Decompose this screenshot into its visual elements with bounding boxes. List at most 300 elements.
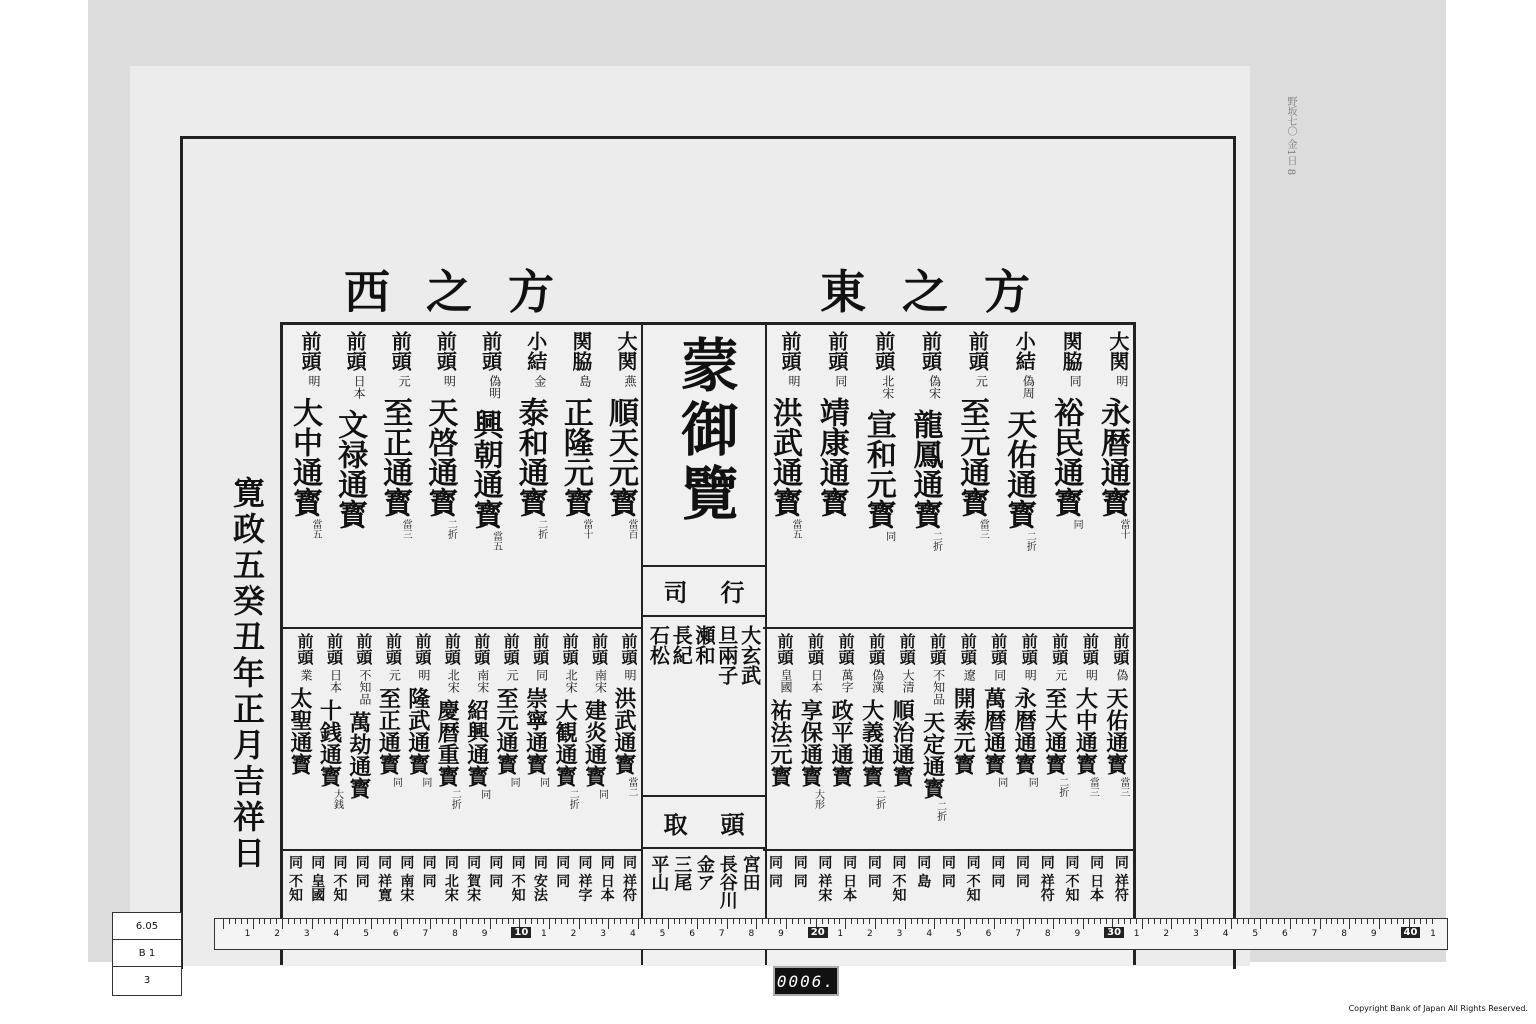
third-rank-entry: 同 同: [420, 855, 437, 888]
entry-origin: 日本: [328, 669, 343, 693]
ruler-number: 6: [392, 929, 399, 939]
ruler-number: 10: [511, 927, 531, 938]
banzuke-entry: [377, 331, 411, 621]
ruler-tick: [389, 919, 390, 924]
ruler-tick: [259, 919, 260, 924]
ruler-tick: [1254, 919, 1255, 924]
kanri-name: 三尾: [671, 855, 693, 891]
label-line: B 1: [113, 940, 181, 967]
ruler-tick: [1177, 919, 1178, 924]
entry-value: 同: [883, 531, 895, 541]
third-rank-entry: 同 南宋: [398, 855, 415, 902]
ruler-tick: [697, 919, 698, 929]
ruler-tick: [792, 919, 793, 924]
entry-rank: 前頭: [1049, 633, 1069, 665]
third-rank-entry: 同 祥字: [576, 855, 593, 902]
entry-coin: 建炎通寳: [581, 699, 608, 787]
ruler-tick: [478, 919, 479, 924]
entry-coin: 永暦通寳: [1094, 397, 1130, 517]
gyoji-name: 石松: [646, 625, 671, 665]
ruler-tick: [614, 919, 615, 924]
ruler-tick: [709, 919, 710, 924]
banzuke-entry: [287, 633, 313, 843]
entry-value: 同: [1071, 519, 1083, 529]
entry-rank: 大関: [1105, 331, 1130, 371]
ruler-tick: [1106, 919, 1107, 924]
ruler-tick: [733, 919, 734, 924]
ruler-number: 9: [481, 929, 488, 939]
banzuke-entry: [1011, 633, 1037, 843]
ruler-tick: [288, 919, 289, 924]
west-second-rank: [287, 633, 637, 843]
third-rank-entry: 同 同: [487, 855, 504, 888]
banzuke-entry: [859, 633, 885, 843]
ruler-tick: [1231, 919, 1232, 929]
entry-origin: 南宋: [593, 669, 608, 693]
ruler-tick: [1326, 919, 1327, 924]
ruler-tick: [620, 919, 621, 924]
entry-value: 同: [596, 789, 608, 799]
banzuke-entry: [889, 633, 915, 843]
ruler-tick: [318, 919, 319, 924]
ruler-tick: [632, 919, 633, 924]
ruler-tick: [253, 919, 254, 929]
entry-coin: 享保通寳: [797, 699, 824, 787]
entry-coin: 開泰元寳: [950, 687, 977, 775]
third-rank-entry: 同 不知: [509, 855, 526, 902]
gyoji-name: 長紀: [669, 625, 694, 665]
third-rank-entry: 同 祥宋: [816, 855, 833, 902]
ruler-number: 5: [363, 929, 369, 939]
ruler-number: 3: [600, 929, 607, 939]
ruler-tick: [1041, 919, 1042, 924]
ruler-tick: [324, 919, 325, 924]
entry-value: 同: [1026, 777, 1038, 787]
ruler-number: 1: [541, 929, 547, 939]
ruler-tick: [430, 919, 431, 929]
ruler-tick: [1373, 919, 1374, 924]
entry-rank: 前頭: [471, 633, 491, 665]
entry-value: 同: [508, 777, 520, 787]
ruler-tick: [442, 919, 443, 924]
entry-coin: 太聖通寳: [287, 687, 313, 775]
entry-coin: 文禄通寳: [332, 409, 368, 529]
banzuke-entry: [920, 633, 946, 843]
ruler-tick: [822, 919, 823, 924]
ruler-tick: [1243, 919, 1244, 924]
ruler-tick: [721, 919, 722, 924]
label-line: 6.05: [113, 913, 181, 940]
ruler-tick: [1237, 919, 1238, 924]
third-rank-entry: 同 島: [915, 855, 932, 888]
third-rank-entry: 同 不知: [1063, 855, 1080, 902]
ruler-tick: [638, 919, 639, 929]
third-rank-entry: 同 賀宋: [465, 855, 482, 902]
ruler-tick: [247, 919, 248, 924]
ruler-number: 5: [955, 929, 962, 939]
ruler-tick: [988, 919, 989, 924]
ruler-tick: [857, 919, 858, 924]
entry-rank: 前頭: [433, 331, 458, 371]
ruler-number: 4: [333, 929, 340, 939]
ruler-tick: [602, 919, 603, 924]
kanri-name: 金ア: [693, 855, 715, 891]
ruler-tick: [383, 919, 384, 924]
ruler-tick: [1166, 919, 1167, 924]
kanri-name: 長谷川: [716, 855, 738, 909]
row-divider: [643, 847, 765, 849]
ruler-tick: [668, 919, 669, 929]
ruler-tick: [839, 919, 840, 924]
ruler-tick: [300, 919, 301, 924]
ruler-tick: [970, 919, 971, 924]
ruler-tick: [543, 919, 544, 924]
ruler-tick: [1343, 919, 1344, 924]
entry-rank: 大関: [613, 331, 638, 371]
banzuke-entry: [493, 633, 519, 843]
banzuke-entry: [468, 331, 502, 621]
entry-origin: 同: [534, 669, 549, 681]
ruler-tick: [976, 919, 977, 924]
entry-origin: 元: [974, 375, 989, 387]
ruler-tick: [928, 919, 929, 924]
ruler-number: 6: [689, 929, 695, 939]
banzuke-entry: [332, 331, 366, 621]
entry-value: 當二: [625, 777, 637, 797]
ruler-tick: [1029, 919, 1030, 924]
frame-counter: 0006.: [773, 966, 839, 996]
entry-origin: 明: [622, 669, 637, 681]
entry-rank: 前頭: [501, 633, 521, 665]
entry-origin: 日本: [809, 669, 824, 693]
entry-value: 二折: [445, 519, 457, 539]
banzuke-entry: [346, 633, 372, 843]
third-rank-entry: 同 同: [989, 855, 1006, 888]
entry-origin: 元: [505, 669, 520, 681]
ruler-tick: [887, 919, 888, 924]
banzuke-entry: [1103, 633, 1129, 843]
entry-coin: 順天元寳: [602, 397, 638, 517]
ruler-tick: [353, 919, 354, 924]
entry-rank: 前頭: [775, 633, 794, 665]
entry-coin: 順治通寳: [889, 699, 916, 787]
ruler-tick: [851, 919, 852, 924]
entry-origin: 明: [307, 375, 321, 387]
third-rank-entry: 同 同: [554, 855, 571, 888]
ruler-number: 9: [778, 929, 784, 939]
ruler-tick: [1414, 919, 1415, 924]
ruler-tick: [294, 919, 295, 924]
ruler-number: 40: [1401, 927, 1421, 938]
ruler-tick: [1000, 919, 1001, 924]
ruler-tick: [1160, 919, 1161, 924]
entry-coin: 萬暦通寳: [980, 687, 1007, 775]
entry-origin: 偽漢: [870, 669, 885, 693]
ruler-tick: [810, 919, 811, 924]
ruler-tick: [502, 919, 503, 924]
ruler-tick: [1154, 919, 1155, 924]
ruler-tick: [1124, 919, 1125, 924]
banzuke-entry: [316, 633, 342, 843]
ruler-tick: [1213, 919, 1214, 924]
third-rank-entry: 同 祥符: [1038, 855, 1055, 902]
entry-rank: 前頭: [988, 633, 1008, 665]
entry-value: 當三: [1087, 777, 1099, 797]
entry-rank: 前頭: [589, 633, 609, 665]
entry-rank: 前頭: [560, 633, 580, 665]
ruler-tick: [875, 919, 876, 929]
entry-origin: 南宋: [475, 669, 490, 693]
ruler-tick: [567, 919, 568, 924]
gyoji-label-2: 司: [663, 578, 688, 607]
ruler-number: 8: [452, 929, 458, 939]
gyoji-name: 大玄武: [737, 625, 762, 685]
third-rank-entry: 同 北宋: [442, 855, 459, 902]
ruler-tick: [347, 919, 348, 924]
entry-origin: 明: [1084, 669, 1099, 681]
entry-value: 二折: [873, 789, 885, 809]
entry-value: 當百: [625, 519, 637, 539]
ruler-tick: [893, 919, 894, 924]
entry-coin: 慶暦重寳: [434, 699, 461, 787]
ruler-tick: [1320, 919, 1321, 929]
entry-rank: 前頭: [1080, 633, 1100, 665]
ruler-tick: [922, 919, 923, 924]
banzuke-entry: [954, 331, 988, 621]
banzuke-entry: [861, 331, 895, 621]
banzuke-table: [280, 322, 1136, 965]
ruler-tick: [756, 919, 757, 929]
entry-origin: 偽明: [487, 375, 502, 399]
banzuke-entry: [814, 331, 848, 621]
entry-coin: 天定通寳: [919, 711, 946, 799]
ruler-tick: [371, 919, 372, 929]
ruler-tick: [1248, 919, 1249, 924]
entry-rank: 前頭: [1110, 633, 1130, 665]
entry-coin: 大義通寳: [858, 699, 885, 787]
banzuke-entry: [422, 331, 456, 621]
ruler-tick: [1219, 919, 1220, 924]
ruler-tick: [845, 919, 846, 929]
entry-value: 大銭: [331, 789, 343, 809]
ruler-tick: [1391, 919, 1392, 924]
ruler-tick: [1290, 919, 1291, 929]
ruler-tick: [223, 919, 224, 929]
ruler-tick: [863, 919, 864, 924]
ruler-tick: [1266, 919, 1267, 924]
banzuke-entry: [1001, 331, 1035, 621]
ruler-tick: [1278, 919, 1279, 924]
third-rank-entry: 同 祥符: [1112, 855, 1129, 902]
kanri-name: 宮田: [739, 855, 761, 891]
issue-date: 寛政五癸丑年正月吉祥日: [228, 476, 266, 872]
ruler-number: 30: [1104, 927, 1124, 938]
third-rank-entry: 同 不知: [331, 855, 348, 902]
ruler-tick: [1361, 919, 1362, 924]
ruler-tick: [1142, 919, 1143, 929]
ruler-tick: [626, 919, 627, 924]
ruler-tick: [828, 919, 829, 924]
ruler-number: 5: [659, 929, 666, 939]
torishimari-label-1: 頭: [720, 810, 745, 839]
ruler-tick: [934, 919, 935, 929]
ruler-tick: [786, 919, 787, 929]
entry-coin: 宣和元寳: [860, 409, 896, 529]
ruler-tick: [869, 919, 870, 924]
ruler-tick: [804, 919, 805, 924]
ruler-tick: [905, 919, 906, 929]
entry-rank: 前頭: [836, 633, 856, 665]
entry-rank: 前頭: [618, 633, 638, 665]
east-column: [763, 325, 1133, 965]
ruler-tick: [1130, 919, 1131, 924]
ruler-tick: [662, 919, 663, 924]
ruler-number: 3: [1193, 929, 1199, 939]
entry-rank: 前頭: [343, 331, 368, 371]
ruler-tick: [1005, 919, 1006, 924]
label-line: 3: [143, 974, 151, 986]
entry-rank: 前頭: [478, 331, 503, 371]
entry-rank: 前頭: [442, 633, 462, 665]
entry-rank: 小結: [1012, 331, 1037, 371]
entry-value: 當三: [400, 519, 412, 539]
entry-rank: 前頭: [866, 633, 886, 665]
entry-origin: 遼: [962, 669, 977, 681]
entry-rank: 前頭: [412, 633, 432, 665]
ruler-tick: [1094, 919, 1095, 924]
ruler-tick: [596, 919, 597, 924]
third-rank-entry: 同 祥符: [620, 855, 637, 902]
ruler-tick: [946, 919, 947, 924]
ruler-tick: [1059, 919, 1060, 924]
ruler-tick: [762, 919, 763, 924]
third-rank-entry: 同 同: [791, 855, 808, 888]
ruler-tick: [1302, 919, 1303, 924]
entry-coin: 十銭通寳: [316, 699, 343, 787]
banzuke-entry: [603, 331, 637, 621]
ruler-tick: [419, 919, 420, 924]
ruler-number: 6: [985, 929, 992, 939]
entry-origin: 島: [577, 375, 592, 387]
ruler-tick: [229, 919, 230, 924]
entry-coin: 大中通寳: [1072, 687, 1099, 775]
ruler-tick: [798, 919, 799, 924]
ruler-tick: [952, 919, 953, 924]
entry-rank: 前頭: [530, 633, 550, 665]
ruler-number: 5: [1252, 929, 1259, 939]
entry-value: 同: [419, 777, 431, 787]
ruler-number: 7: [1015, 929, 1021, 939]
entry-rank: 関脇: [568, 331, 593, 371]
third-rank-entry: 同 同: [767, 855, 783, 888]
ruler-tick: [401, 919, 402, 929]
banzuke-entry: [908, 331, 942, 621]
ruler-tick: [276, 919, 277, 924]
ruler-tick: [1047, 919, 1048, 924]
banzuke-entry: [523, 633, 549, 843]
entry-coin: 政平通寳: [828, 699, 855, 787]
ruler-tick: [330, 919, 331, 924]
third-rank-entry: 同 安法: [531, 855, 548, 902]
row-divider: [283, 627, 641, 629]
ruler-tick: [466, 919, 467, 924]
entry-origin: 偽周: [1021, 375, 1036, 399]
ruler-tick: [780, 919, 781, 924]
third-rank-entry: 同 同: [939, 855, 956, 888]
entry-origin: 元: [397, 375, 412, 387]
ruler-tick: [1183, 919, 1184, 924]
ruler-tick: [448, 919, 449, 924]
ruler-number: 2: [274, 929, 280, 939]
ruler-tick: [1189, 919, 1190, 924]
gyoji-name: 旦兩子: [714, 625, 739, 685]
ruler-tick: [282, 919, 283, 929]
ruler-tick: [656, 919, 657, 924]
ruler-tick: [1397, 919, 1398, 924]
entry-coin: 靖康通寳: [813, 397, 849, 517]
ruler-tick: [591, 919, 592, 924]
entry-value: 二折: [535, 519, 547, 539]
ruler-tick: [395, 919, 396, 924]
ruler-tick: [312, 919, 313, 929]
ruler-tick: [1136, 919, 1137, 924]
third-rank-entry: 同 同: [865, 855, 882, 888]
entry-value: 二折: [1056, 777, 1068, 797]
ruler-tick: [644, 919, 645, 924]
entry-rank: 前頭: [298, 331, 322, 371]
ruler-number: 1: [1133, 929, 1140, 939]
entry-value: 同: [537, 777, 549, 787]
ruler-tick: [1337, 919, 1338, 924]
ruler-number: 2: [570, 929, 577, 939]
entry-origin: 日本: [352, 375, 367, 399]
ruler-tick: [899, 919, 900, 924]
ruler-tick: [685, 919, 686, 924]
ruler-number: 8: [1341, 929, 1347, 939]
kanri-names: [647, 855, 761, 909]
ruler-number: 2: [1163, 929, 1170, 939]
ruler-tick: [1308, 919, 1309, 924]
ruler-tick: [751, 919, 752, 924]
entry-origin: 北宋: [880, 375, 895, 399]
ruler-tick: [508, 919, 509, 924]
third-rank-entry: 同 日本: [598, 855, 615, 902]
gyoji-label-1: 行: [720, 578, 745, 607]
entry-origin: 明: [442, 375, 457, 387]
entry-coin: 天佑通寳: [1102, 687, 1129, 775]
ruler-tick: [342, 919, 343, 929]
entry-value: 同: [478, 789, 490, 799]
entry-rank: 前頭: [295, 633, 314, 665]
east-makuuchi: [767, 331, 1129, 621]
banzuke-entry: [767, 633, 793, 843]
ruler-number: 3: [896, 929, 903, 939]
ruler-tick: [561, 919, 562, 924]
ruler-tick: [1367, 919, 1368, 924]
ruler-tick: [472, 919, 473, 924]
ruler-tick: [496, 919, 497, 924]
ruler-tick: [650, 919, 651, 924]
entry-origin: 燕: [622, 375, 637, 387]
entry-value: 當五: [490, 531, 502, 551]
entry-value: 二折: [1024, 531, 1036, 551]
entry-rank: 前頭: [824, 331, 849, 371]
ruler-tick: [264, 919, 265, 924]
gyoji-names: [647, 625, 761, 685]
east-second-rank: [767, 633, 1129, 843]
entry-coin: 至大通寳: [1041, 687, 1068, 775]
entry-value: 二折: [930, 531, 942, 551]
